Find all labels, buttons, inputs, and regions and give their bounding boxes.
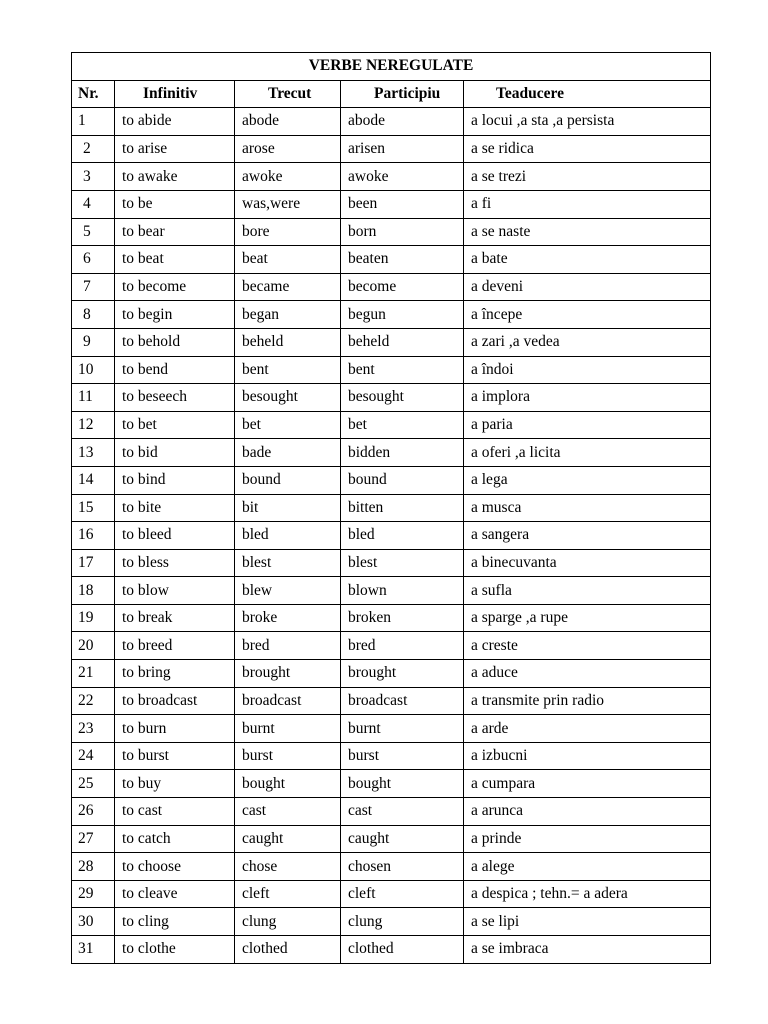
cell-nr: 19 <box>72 604 115 632</box>
table-row <box>72 384 711 412</box>
table-row <box>72 494 711 522</box>
header-trecut: Trecut <box>235 80 341 108</box>
cell-infinitiv: to cling <box>115 908 235 936</box>
cell-traducere: a deveni <box>464 273 711 301</box>
cell-participiu: clung <box>341 908 464 936</box>
cell-nr: 30 <box>72 908 115 936</box>
cell-infinitiv: to catch <box>115 825 235 853</box>
cell-infinitiv: to become <box>115 273 235 301</box>
cell-nr: 6 <box>72 246 115 274</box>
cell-infinitiv: to bind <box>115 466 235 494</box>
cell-traducere: a sangera <box>464 522 711 550</box>
cell-nr: 18 <box>72 577 115 605</box>
cell-trecut: bred <box>235 632 341 660</box>
cell-traducere: a se imbraca <box>464 936 711 964</box>
cell-infinitiv: to bet <box>115 411 235 439</box>
cell-nr: 23 <box>72 715 115 743</box>
cell-participiu: born <box>341 218 464 246</box>
cell-nr: 3 <box>72 163 115 191</box>
cell-infinitiv: to bid <box>115 439 235 467</box>
cell-traducere: a se ridica <box>464 135 711 163</box>
cell-participiu: bled <box>341 522 464 550</box>
cell-trecut: became <box>235 273 341 301</box>
table-row <box>72 880 711 908</box>
cell-infinitiv: to break <box>115 604 235 632</box>
table-row <box>72 549 711 577</box>
cell-traducere: a izbucni <box>464 742 711 770</box>
cell-nr: 21 <box>72 660 115 688</box>
cell-infinitiv: to buy <box>115 770 235 798</box>
cell-traducere: a lega <box>464 466 711 494</box>
cell-infinitiv: to be <box>115 190 235 218</box>
cell-trecut: bet <box>235 411 341 439</box>
cell-participiu: bought <box>341 770 464 798</box>
table-row <box>72 715 711 743</box>
cell-nr: 29 <box>72 880 115 908</box>
cell-traducere: a zari ,a vedea <box>464 328 711 356</box>
cell-participiu: abode <box>341 108 464 136</box>
cell-nr: 17 <box>72 549 115 577</box>
cell-infinitiv: to burn <box>115 715 235 743</box>
cell-traducere: a se trezi <box>464 163 711 191</box>
cell-participiu: bidden <box>341 439 464 467</box>
table-row <box>72 356 711 384</box>
cell-participiu: chosen <box>341 853 464 881</box>
cell-nr: 14 <box>72 466 115 494</box>
table-row <box>72 163 711 191</box>
cell-traducere: a bate <box>464 246 711 274</box>
cell-participiu: cleft <box>341 880 464 908</box>
cell-trecut: was,were <box>235 190 341 218</box>
table-body <box>72 108 711 963</box>
cell-infinitiv: to bleed <box>115 522 235 550</box>
cell-infinitiv: to behold <box>115 328 235 356</box>
cell-trecut: bought <box>235 770 341 798</box>
cell-traducere: a se naste <box>464 218 711 246</box>
cell-trecut: began <box>235 301 341 329</box>
cell-traducere: a transmite prin radio <box>464 687 711 715</box>
cell-trecut: broke <box>235 604 341 632</box>
table-title-row <box>72 53 711 81</box>
cell-infinitiv: to broadcast <box>115 687 235 715</box>
header-traducere: Teaducere <box>464 80 711 108</box>
table-row <box>72 770 711 798</box>
cell-participiu: burst <box>341 742 464 770</box>
cell-infinitiv: to awake <box>115 163 235 191</box>
cell-traducere: a cumpara <box>464 770 711 798</box>
cell-trecut: bore <box>235 218 341 246</box>
table-row <box>72 135 711 163</box>
cell-trecut: awoke <box>235 163 341 191</box>
cell-trecut: bound <box>235 466 341 494</box>
cell-traducere: a paria <box>464 411 711 439</box>
cell-traducere: a îndoi <box>464 356 711 384</box>
header-participiu: Participiu <box>341 80 464 108</box>
cell-infinitiv: to bite <box>115 494 235 522</box>
cell-participiu: burnt <box>341 715 464 743</box>
cell-trecut: cast <box>235 798 341 826</box>
cell-nr: 15 <box>72 494 115 522</box>
cell-nr: 20 <box>72 632 115 660</box>
cell-participiu: begun <box>341 301 464 329</box>
cell-nr: 8 <box>72 301 115 329</box>
cell-nr: 28 <box>72 853 115 881</box>
table-row <box>72 798 711 826</box>
cell-participiu: become <box>341 273 464 301</box>
cell-traducere: a despica ; tehn.= a adera <box>464 880 711 908</box>
cell-nr: 11 <box>72 384 115 412</box>
cell-infinitiv: to begin <box>115 301 235 329</box>
cell-trecut: chose <box>235 853 341 881</box>
cell-traducere: a se lipi <box>464 908 711 936</box>
cell-trecut: beheld <box>235 328 341 356</box>
table-row <box>72 742 711 770</box>
cell-infinitiv: to breed <box>115 632 235 660</box>
cell-infinitiv: to beseech <box>115 384 235 412</box>
cell-nr: 2 <box>72 135 115 163</box>
cell-participiu: broken <box>341 604 464 632</box>
cell-nr: 27 <box>72 825 115 853</box>
header-infinitiv: Infinitiv <box>115 80 235 108</box>
cell-trecut: clung <box>235 908 341 936</box>
cell-traducere: a începe <box>464 301 711 329</box>
cell-nr: 26 <box>72 798 115 826</box>
cell-nr: 10 <box>72 356 115 384</box>
cell-traducere: a prinde <box>464 825 711 853</box>
cell-participiu: bitten <box>341 494 464 522</box>
cell-participiu: bound <box>341 466 464 494</box>
cell-participiu: bred <box>341 632 464 660</box>
cell-traducere: a implora <box>464 384 711 412</box>
cell-traducere: a arde <box>464 715 711 743</box>
cell-infinitiv: to arise <box>115 135 235 163</box>
table-row <box>72 632 711 660</box>
cell-nr: 16 <box>72 522 115 550</box>
cell-participiu: clothed <box>341 936 464 964</box>
cell-participiu: awoke <box>341 163 464 191</box>
cell-trecut: broadcast <box>235 687 341 715</box>
cell-participiu: bent <box>341 356 464 384</box>
cell-trecut: beat <box>235 246 341 274</box>
table-row <box>72 604 711 632</box>
table-row <box>72 577 711 605</box>
cell-nr: 4 <box>72 190 115 218</box>
table-row <box>72 328 711 356</box>
table-row <box>72 439 711 467</box>
cell-trecut: arose <box>235 135 341 163</box>
cell-traducere: a musca <box>464 494 711 522</box>
cell-infinitiv: to blow <box>115 577 235 605</box>
cell-participiu: caught <box>341 825 464 853</box>
table-row <box>72 660 711 688</box>
cell-traducere: a sparge ,a rupe <box>464 604 711 632</box>
cell-infinitiv: to cleave <box>115 880 235 908</box>
cell-trecut: burst <box>235 742 341 770</box>
cell-trecut: clothed <box>235 936 341 964</box>
cell-traducere: a fi <box>464 190 711 218</box>
table-header-row <box>72 80 711 108</box>
cell-traducere: a sufla <box>464 577 711 605</box>
cell-trecut: bit <box>235 494 341 522</box>
cell-traducere: a alege <box>464 853 711 881</box>
cell-trecut: bent <box>235 356 341 384</box>
cell-traducere: a arunca <box>464 798 711 826</box>
table-row <box>72 853 711 881</box>
cell-infinitiv: to choose <box>115 853 235 881</box>
table-row <box>72 466 711 494</box>
cell-participiu: beaten <box>341 246 464 274</box>
cell-participiu: broadcast <box>341 687 464 715</box>
cell-trecut: abode <box>235 108 341 136</box>
cell-participiu: arisen <box>341 135 464 163</box>
table-row <box>72 190 711 218</box>
cell-participiu: blest <box>341 549 464 577</box>
table-row <box>72 936 711 964</box>
cell-participiu: blown <box>341 577 464 605</box>
cell-trecut: brought <box>235 660 341 688</box>
cell-nr: 1 <box>72 108 115 136</box>
table-row <box>72 522 711 550</box>
header-nr: Nr. <box>72 80 115 108</box>
cell-traducere: a locui ,a sta ,a persista <box>464 108 711 136</box>
table-row <box>72 411 711 439</box>
cell-nr: 24 <box>72 742 115 770</box>
cell-infinitiv: to burst <box>115 742 235 770</box>
cell-infinitiv: to bring <box>115 660 235 688</box>
cell-participiu: brought <box>341 660 464 688</box>
cell-participiu: been <box>341 190 464 218</box>
table-row <box>72 908 711 936</box>
cell-trecut: blest <box>235 549 341 577</box>
cell-infinitiv: to bend <box>115 356 235 384</box>
table-row <box>72 246 711 274</box>
table-row <box>72 218 711 246</box>
cell-nr: 31 <box>72 936 115 964</box>
cell-nr: 22 <box>72 687 115 715</box>
cell-participiu: bet <box>341 411 464 439</box>
table-title: VERBE NEREGULATE <box>72 53 711 81</box>
cell-nr: 12 <box>72 411 115 439</box>
cell-infinitiv: to bless <box>115 549 235 577</box>
cell-trecut: bled <box>235 522 341 550</box>
cell-trecut: caught <box>235 825 341 853</box>
cell-trecut: blew <box>235 577 341 605</box>
table-row <box>72 301 711 329</box>
cell-traducere: a oferi ,a licita <box>464 439 711 467</box>
irregular-verbs-table <box>71 52 711 964</box>
cell-nr: 25 <box>72 770 115 798</box>
cell-traducere: a binecuvanta <box>464 549 711 577</box>
cell-infinitiv: to beat <box>115 246 235 274</box>
cell-participiu: besought <box>341 384 464 412</box>
cell-infinitiv: to clothe <box>115 936 235 964</box>
cell-trecut: bade <box>235 439 341 467</box>
cell-trecut: besought <box>235 384 341 412</box>
cell-infinitiv: to abide <box>115 108 235 136</box>
table-row <box>72 273 711 301</box>
cell-nr: 5 <box>72 218 115 246</box>
cell-nr: 9 <box>72 328 115 356</box>
cell-infinitiv: to cast <box>115 798 235 826</box>
cell-trecut: cleft <box>235 880 341 908</box>
cell-participiu: cast <box>341 798 464 826</box>
cell-traducere: a creste <box>464 632 711 660</box>
cell-participiu: beheld <box>341 328 464 356</box>
cell-trecut: burnt <box>235 715 341 743</box>
cell-nr: 13 <box>72 439 115 467</box>
table-row <box>72 687 711 715</box>
cell-nr: 7 <box>72 273 115 301</box>
cell-infinitiv: to bear <box>115 218 235 246</box>
table-row <box>72 108 711 136</box>
cell-traducere: a aduce <box>464 660 711 688</box>
table-row <box>72 825 711 853</box>
